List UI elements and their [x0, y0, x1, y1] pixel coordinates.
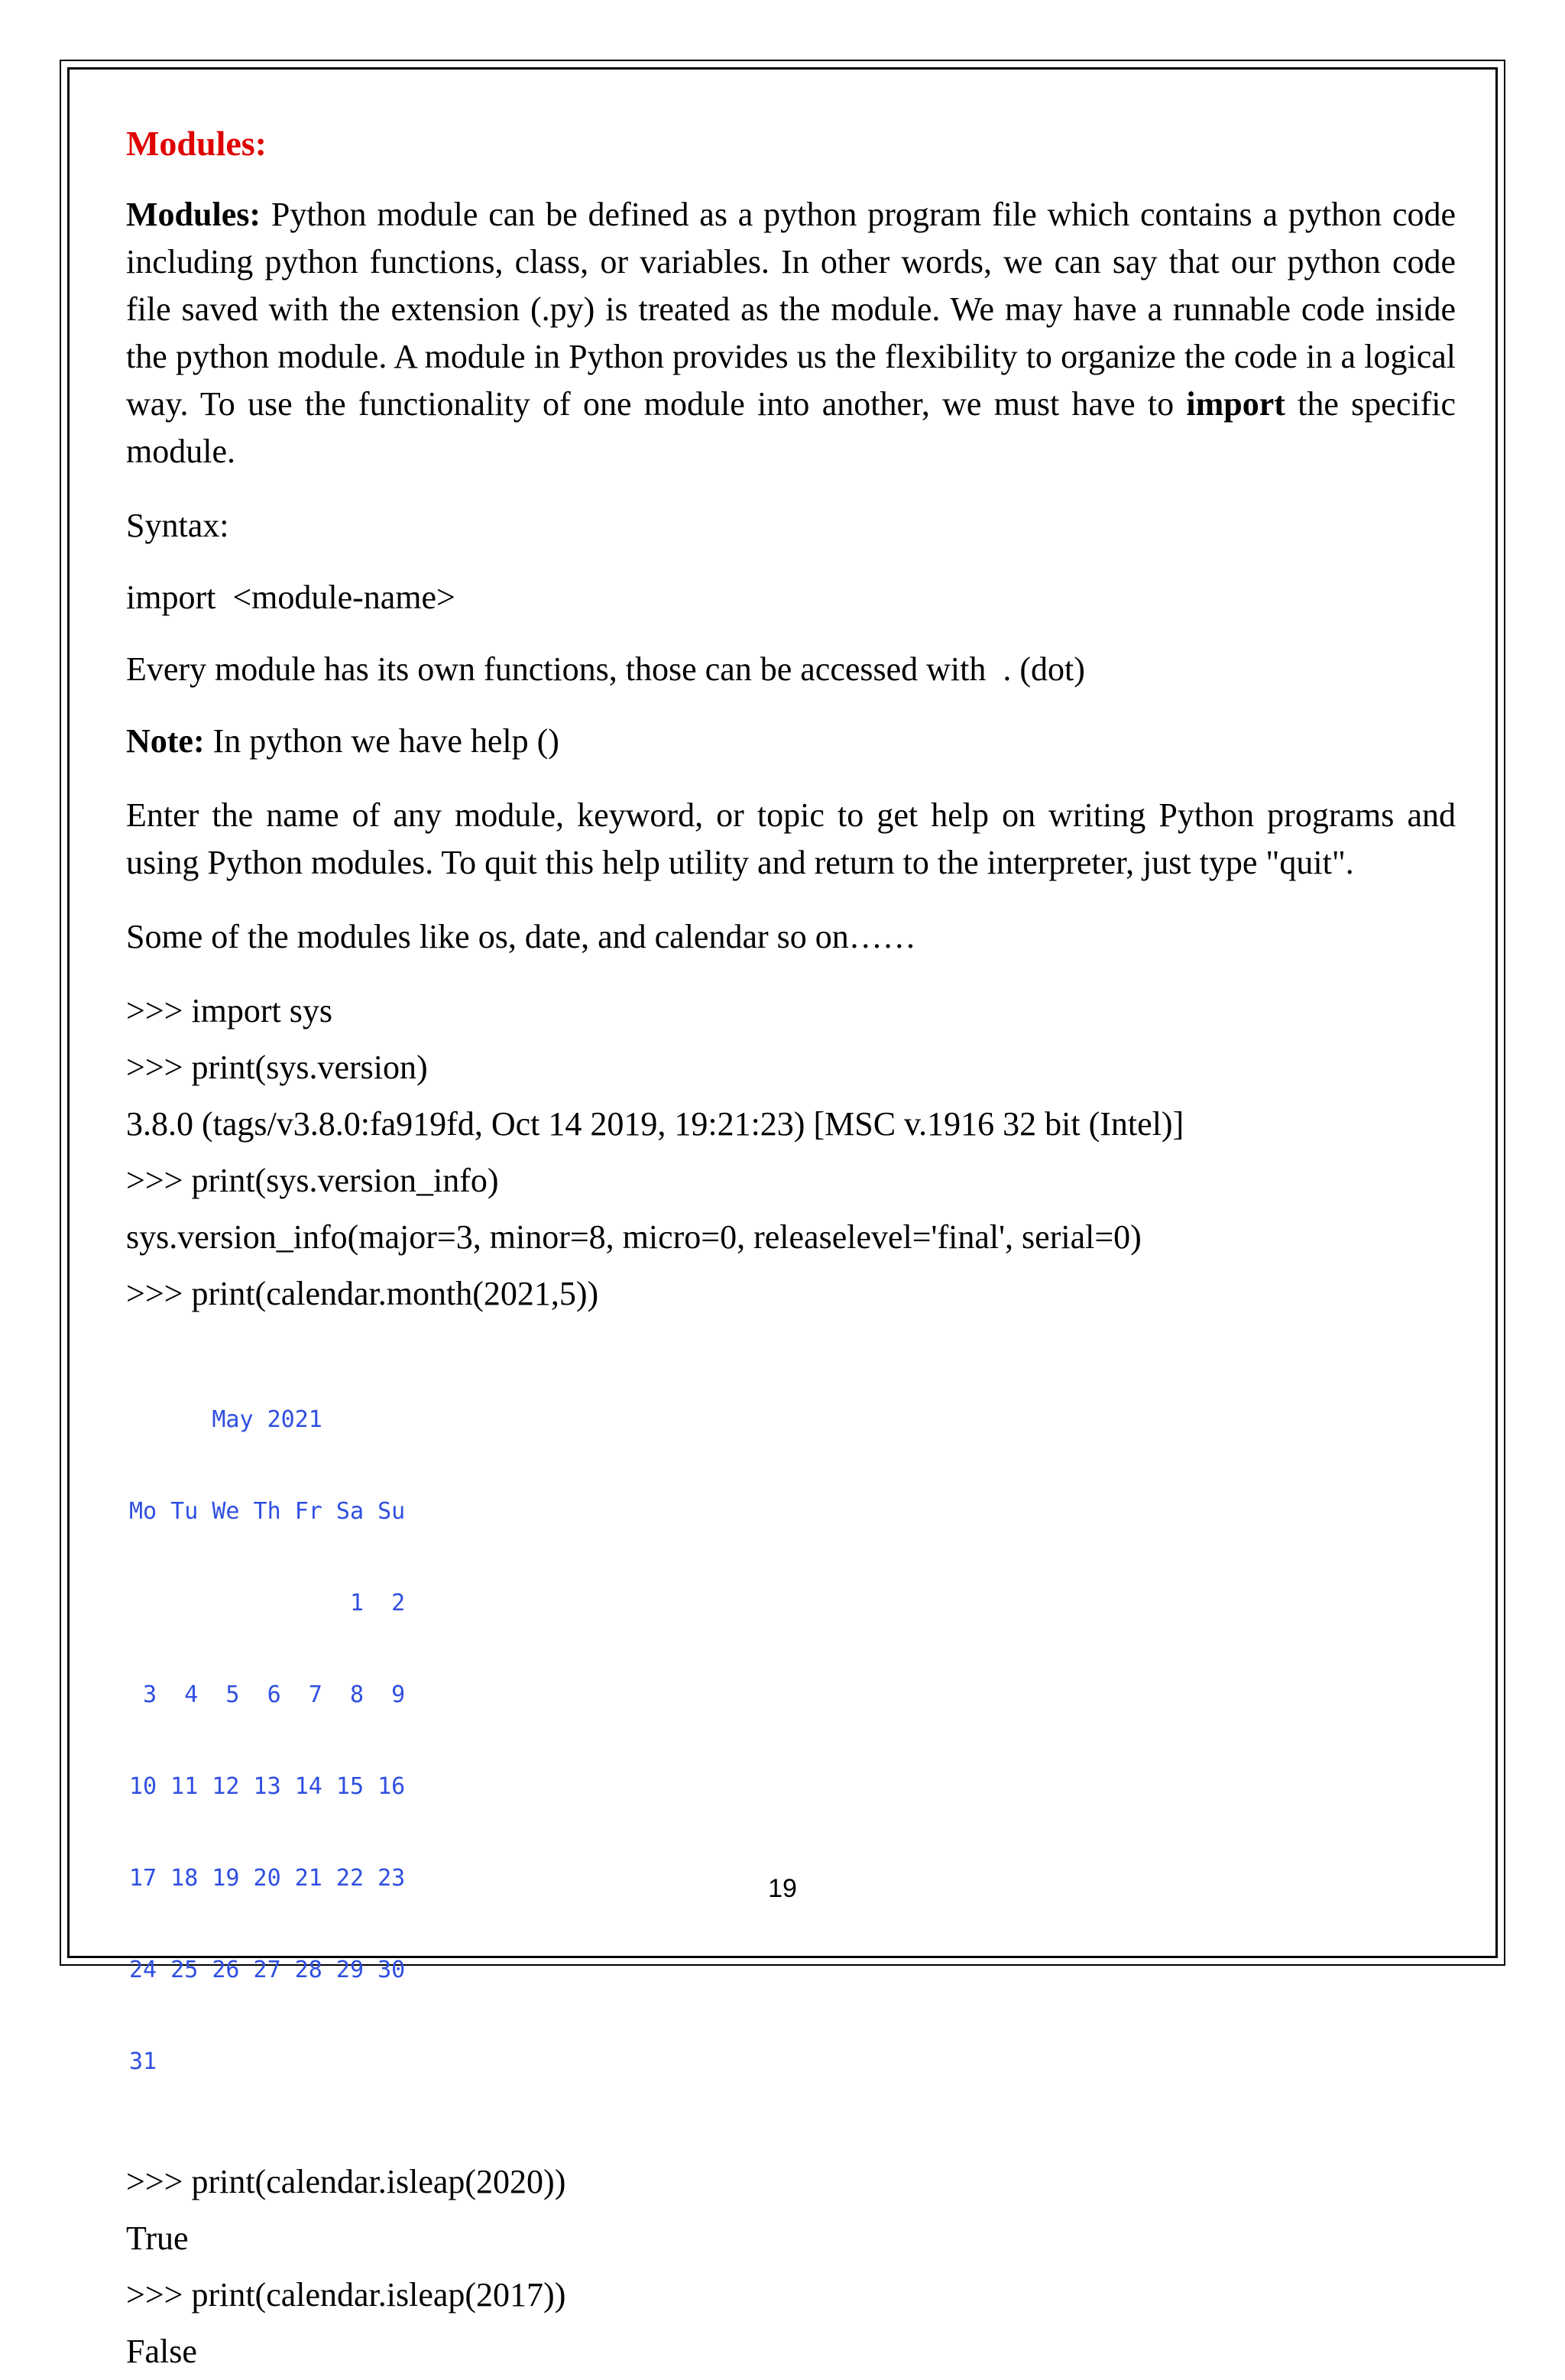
calendar-week-row: 31	[129, 2048, 157, 2075]
syntax-label: Syntax:	[126, 507, 229, 544]
code-line: 3.8.0 (tags/v3.8.0:fa919fd, Oct 14 2019, 19:21:23) [MSC v.1916 32 bit (Intel)]	[126, 1105, 1184, 1143]
calendar-output	[129, 1344, 1456, 2138]
every-module-text: Every module has its own functions, those can be accessed with . (dot)	[126, 650, 1085, 688]
calendar-week-row: 10 11 12 13 14 15 16	[129, 1773, 406, 1800]
page-content	[126, 122, 1456, 2380]
note-lead: Note:	[126, 722, 205, 760]
code-line: >>> print(calendar.isleap(2020))	[126, 2163, 566, 2200]
calendar-week-row: 17 18 19 20 21 22 23	[129, 1865, 406, 1892]
intro-text-1: Python module can be defined as a python program file which contains a python code including python functions, class, or variables. In other words, we can say that our python code file saved with the extension (.py) is treated as the module. We may have a runnable code inside the python module. A module in Python provides us the flexibility to organize the code in a logical way. To use the functionality of one module into another, we must have to	[126, 196, 1456, 423]
code-line: sys.version_info(major=3, minor=8, micro=0, releaselevel='final', serial=0)	[126, 1218, 1142, 1256]
page-number: 19	[768, 1874, 797, 1903]
section-heading: Modules:	[126, 124, 267, 163]
calendar-week-row: 1 2	[129, 1590, 406, 1616]
import-keyword: import	[1186, 385, 1285, 423]
note-text: In python we have help ()	[204, 722, 559, 760]
calendar-header: Mo Tu We Th Fr Sa Su	[129, 1498, 406, 1525]
code-line: False	[126, 2333, 197, 2370]
calendar-title: May 2021	[129, 1406, 322, 1433]
intro-text-2: the specific module.	[126, 385, 1456, 470]
calendar-week-row: 24 25 26 27 28 29 30	[129, 1957, 406, 1983]
code-line: True	[126, 2219, 189, 2257]
some-modules-text: Some of the modules like os, date, and calendar so on……	[126, 918, 916, 955]
note-paragraph	[126, 720, 1456, 763]
intro-paragraph	[126, 191, 1456, 475]
code-line: >>> print(calendar.month(2021,5))	[126, 1275, 599, 1312]
code-block-b	[126, 2154, 1456, 2380]
code-line: >>> print(sys.version_info)	[126, 1162, 499, 1199]
calendar-week-row: 3 4 5 6 7 8 9	[129, 1681, 406, 1708]
syntax-code: import <module-name>	[126, 579, 455, 616]
code-line: >>> import sys	[126, 992, 333, 1029]
code-block-a	[126, 983, 1456, 1322]
help-paragraph: Enter the name of any module, keyword, or topic to get help on writing Python programs and using Python modules. To quit this help utility and return to the interpreter, just type "quit".	[126, 796, 1456, 881]
code-line: >>> print(calendar.isleap(2017))	[126, 2276, 566, 2314]
code-line: >>> print(sys.version)	[126, 1049, 428, 1086]
intro-lead: Modules:	[126, 196, 261, 233]
